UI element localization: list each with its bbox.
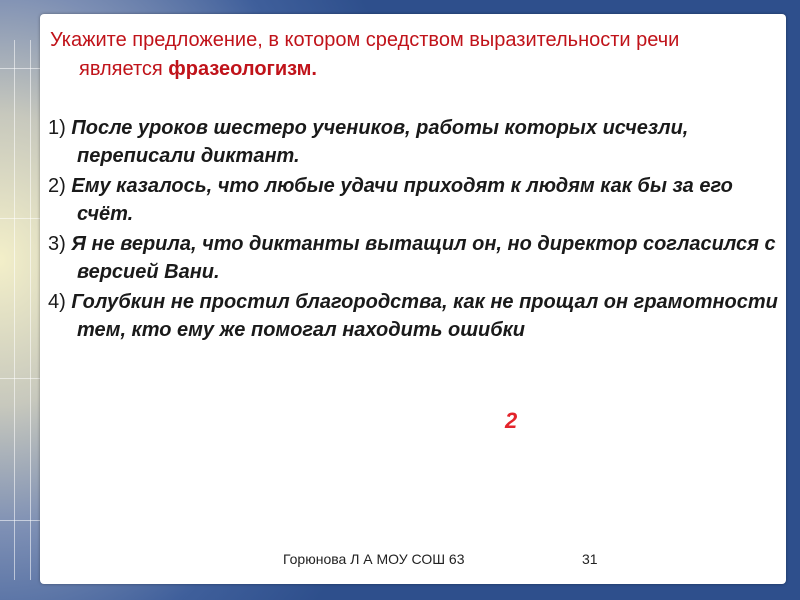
option-number: 4) [48, 291, 66, 313]
option-text: Ему казалось, что любые удачи приходят к людям как бы за его счёт. [71, 175, 733, 225]
footer-page-number: 31 [582, 551, 598, 567]
background-grid-line [0, 68, 40, 69]
option-3 [48, 230, 778, 286]
footer-author: Горюнова Л А МОУ СОШ 63 [283, 551, 465, 567]
background-grid-line [0, 218, 40, 219]
option-number: 2) [48, 175, 66, 197]
options-list [48, 114, 778, 346]
option-text: После уроков шестеро учеников, работы которых исчезли, переписали диктант. [71, 117, 689, 167]
option-1 [48, 114, 778, 170]
title-line-2 [50, 55, 770, 84]
answer-number: 2 [505, 408, 518, 433]
title-line-2-prefix: является [79, 58, 169, 80]
option-text: Голубкин не простил благородства, как не прощал он грамотности тем, кто ему же помогал находить ошибки [71, 291, 778, 341]
title-keyword: фразеологизм. [168, 58, 317, 80]
background-grid-line [0, 520, 40, 521]
background-grid-line [14, 40, 15, 580]
option-text: Я не верила, что диктанты вытащил он, но директор согласился с версией Вани. [71, 233, 776, 283]
background-grid-line [30, 40, 31, 580]
option-number: 1) [48, 117, 66, 139]
option-number: 3) [48, 233, 66, 255]
option-4 [48, 288, 778, 344]
option-2 [48, 172, 778, 228]
slide-title [50, 26, 770, 84]
title-line-1: Укажите предложение, в котором средством выразительности речи [50, 29, 680, 51]
background-grid-line [0, 378, 40, 379]
